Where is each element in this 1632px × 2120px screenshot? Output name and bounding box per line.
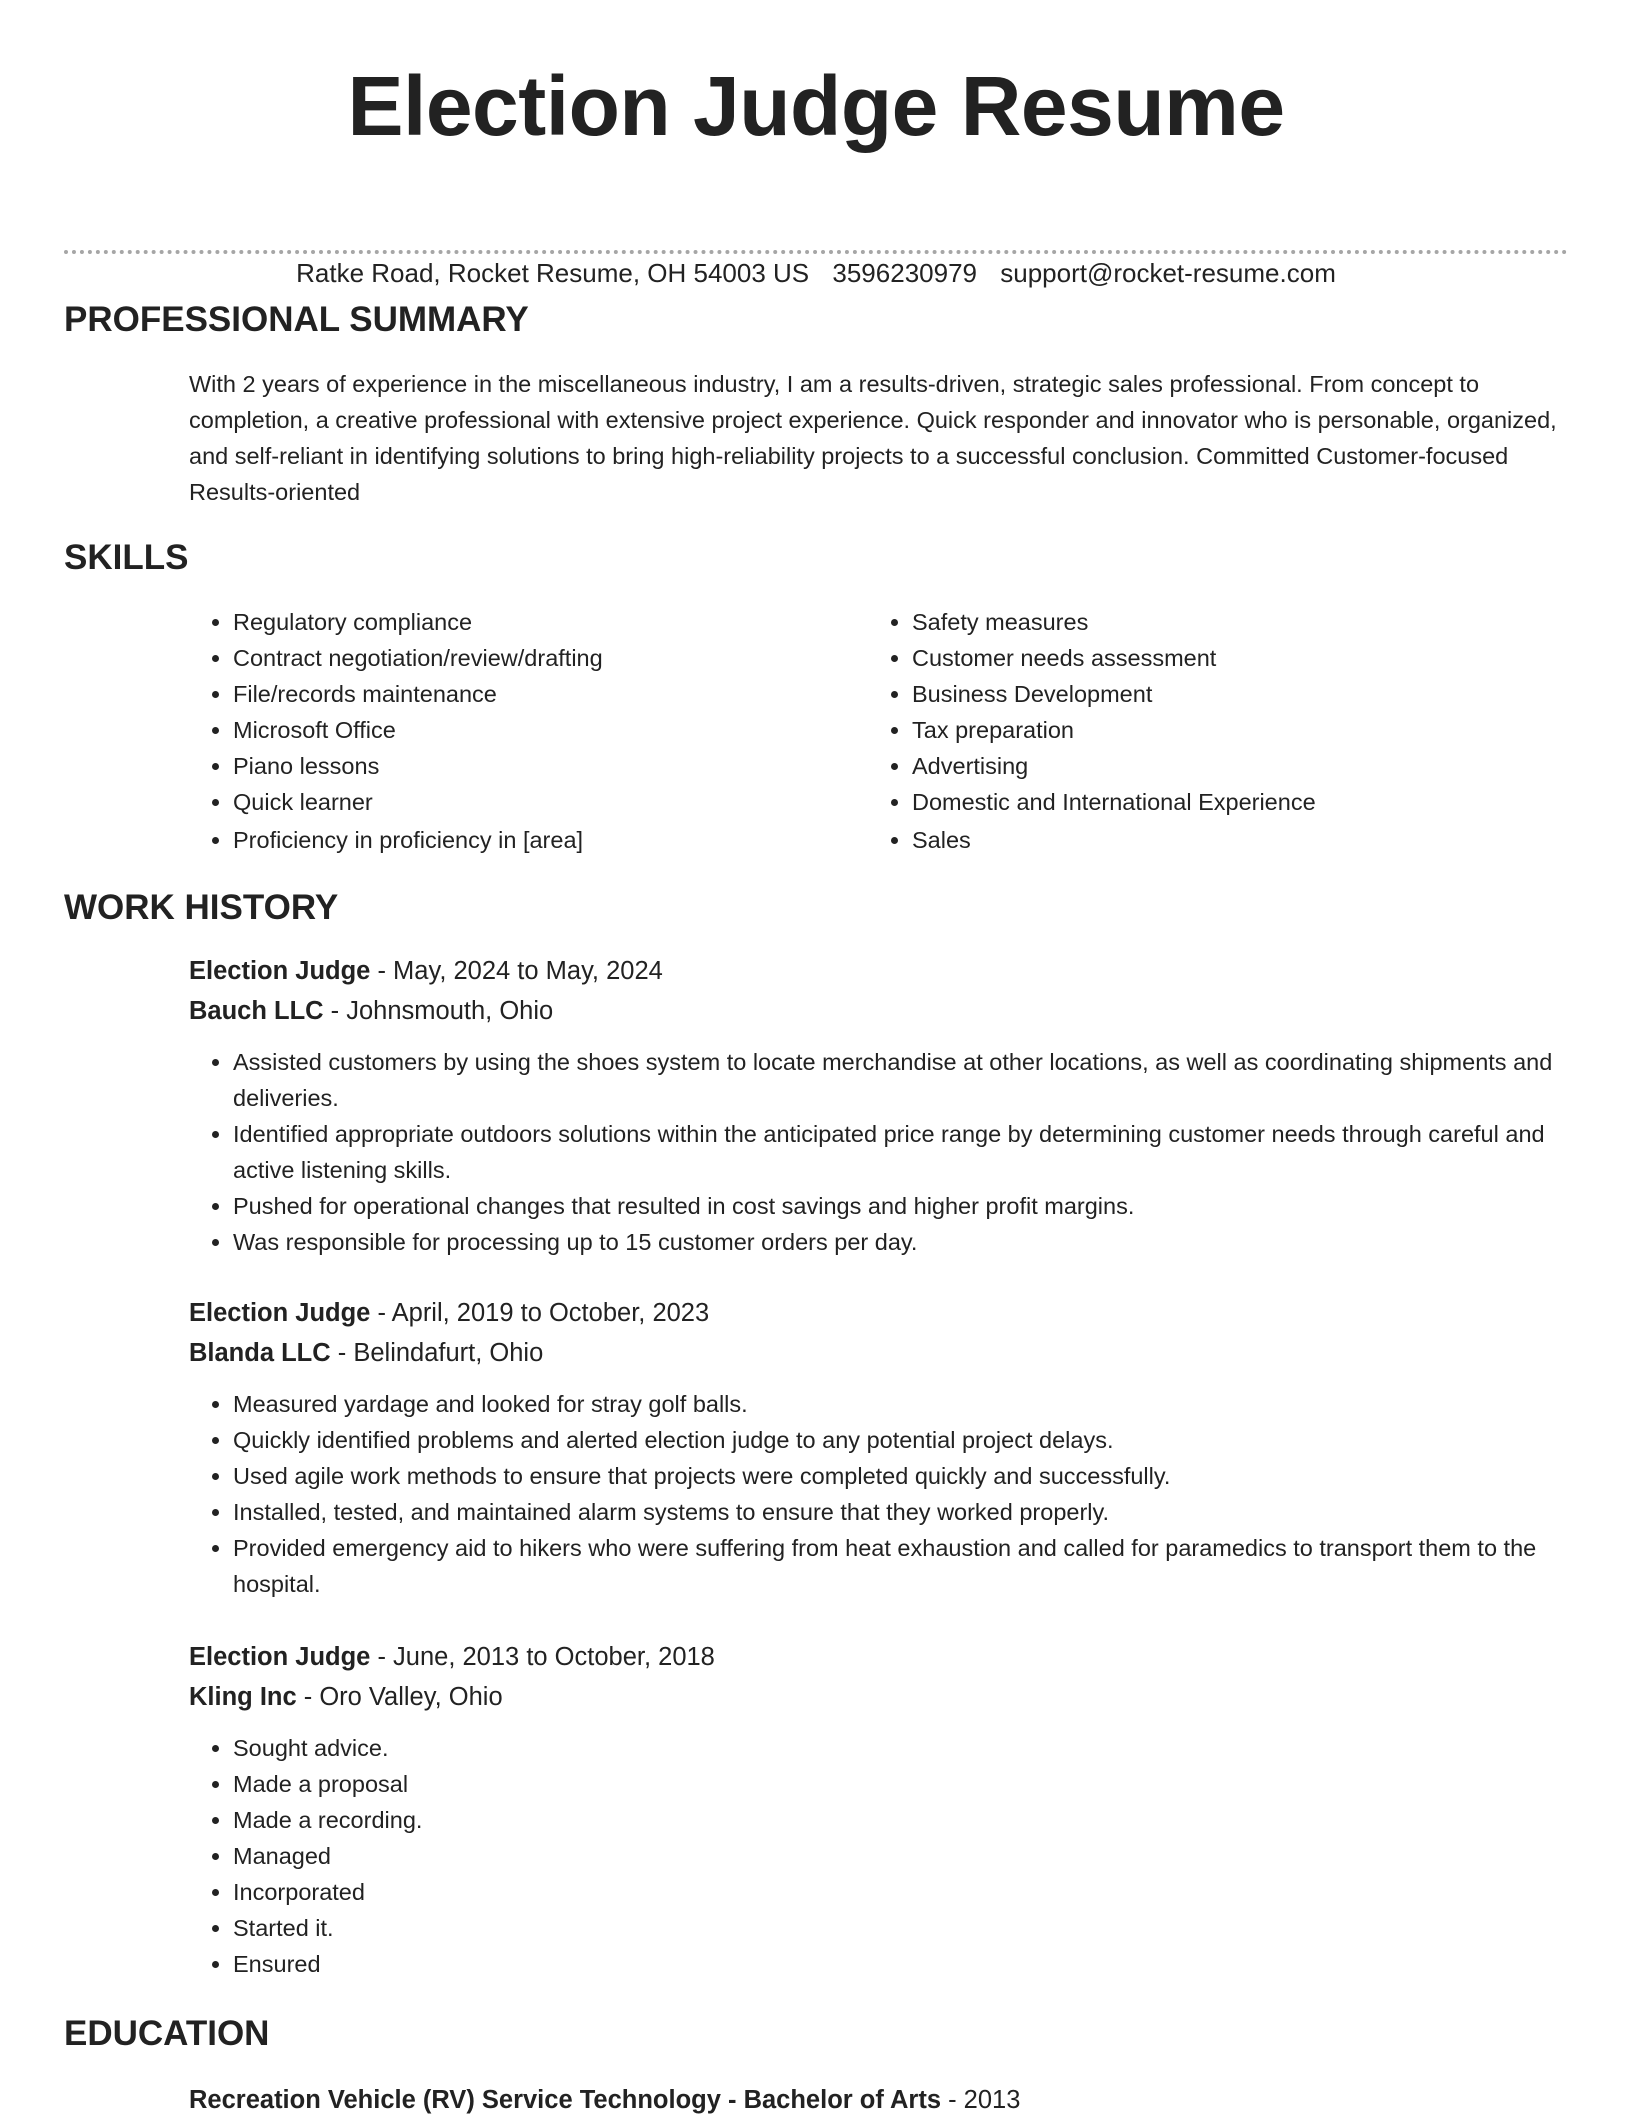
section-title-work-history: WORK HISTORY: [64, 888, 339, 927]
job-bullet: • Managed: [233, 1838, 1566, 1874]
job-entry: [189, 1637, 1566, 1982]
contact-line: [0, 256, 1632, 290]
skill-item: • Domestic and International Experience: [912, 784, 1316, 820]
job-role: Election Judge: [189, 957, 371, 985]
job-location: - Belindafurt, Ohio: [330, 1339, 544, 1367]
education-entry: [189, 2080, 1020, 2120]
contact-phone: 3596230979: [832, 258, 977, 288]
education-year: - 2013: [941, 2086, 1021, 2114]
skill-item: • Microsoft Office: [233, 712, 868, 748]
job-role: Election Judge: [189, 1643, 371, 1671]
skill-item: • File/records maintenance: [233, 676, 868, 712]
skill-item: • Customer needs assessment: [912, 640, 1316, 676]
skill-item: • Sales: [912, 822, 1316, 858]
skill-item: • Regulatory compliance: [233, 604, 868, 640]
job-dates: - June, 2013 to October, 2018: [370, 1643, 715, 1671]
job-bullet: • Made a proposal: [233, 1766, 1566, 1802]
job-bullet: • Identified appropriate outdoors solutions within the anticipated price range by determining customer needs through careful and active listening skills.: [233, 1116, 1566, 1188]
skill-item: • Tax preparation: [912, 712, 1316, 748]
skill-item: • Proficiency in proficiency in [area]: [233, 822, 868, 858]
job-bullet: • Provided emergency aid to hikers who were suffering from heat exhaustion and called for paramedics to transport them to the hospital.: [233, 1530, 1566, 1602]
summary-text: With 2 years of experience in the miscellaneous industry, I am a results-driven, strategic sales professional. From concept to completion, a creative professional with extensive project experience. Quick responder and innovator who is personable, organized, and self-reliant in identifying solutions to bring high-reliability projects to a successful conclusion. Committed Customer-focused Results-oriented: [189, 371, 1557, 505]
job-role: Election Judge: [189, 1299, 371, 1327]
skill-item: • Piano lessons: [233, 748, 868, 784]
skill-item: • Quick learner: [233, 784, 868, 820]
skill-item: • Safety measures: [912, 604, 1316, 640]
job-bullet: • Sought advice.: [233, 1730, 1566, 1766]
job-bullet: • Ensured: [233, 1946, 1566, 1982]
job-dates: - April, 2019 to October, 2023: [370, 1299, 710, 1327]
header-divider: [64, 250, 1568, 254]
section-title-education: EDUCATION: [64, 2014, 270, 2053]
job-company: Blanda LLC: [189, 1339, 331, 1367]
job-dates: - May, 2024 to May, 2024: [370, 957, 663, 985]
job-company-line: [189, 1333, 1566, 1373]
skills-column-left: [189, 604, 868, 858]
job-location: - Johnsmouth, Ohio: [323, 997, 554, 1025]
job-entry: [189, 1293, 1566, 1602]
contact-email: support@rocket-resume.com: [1000, 258, 1336, 288]
job-bullet: • Used agile work methods to ensure that projects were completed quickly and successfully.: [233, 1458, 1566, 1494]
skills-column-right: [868, 604, 1316, 858]
job-bullet: • Was responsible for processing up to 15 customer orders per day.: [233, 1224, 1566, 1260]
skill-item: • Contract negotiation/review/drafting: [233, 640, 868, 676]
job-company: Bauch LLC: [189, 997, 324, 1025]
job-bullet: • Measured yardage and looked for stray golf balls.: [233, 1386, 1566, 1422]
job-company: Kling Inc: [189, 1683, 297, 1711]
job-company-line: [189, 1677, 1566, 1717]
education-degree: Recreation Vehicle (RV) Service Technology - Bachelor of Arts: [189, 2086, 942, 2114]
job-role-line: [189, 1293, 1566, 1333]
skills-list: [189, 604, 1569, 858]
job-bullets: [189, 1386, 1566, 1602]
job-bullet: • Incorporated: [233, 1874, 1566, 1910]
job-bullet: • Pushed for operational changes that resulted in cost savings and higher profit margins.: [233, 1188, 1566, 1224]
job-company-line: [189, 991, 1566, 1031]
job-bullets: [189, 1044, 1566, 1260]
section-title-summary: PROFESSIONAL SUMMARY: [64, 300, 529, 339]
contact-address: Ratke Road, Rocket Resume, OH 54003 US: [296, 258, 810, 288]
job-bullets: [189, 1730, 1566, 1982]
job-role-line: [189, 951, 1566, 991]
resume-title: Election Judge Resume: [347, 59, 1285, 153]
job-bullet: • Assisted customers by using the shoes system to locate merchandise at other locations, as well as coordinating shipments and deliveries.: [233, 1044, 1566, 1116]
job-location: - Oro Valley, Ohio: [296, 1683, 503, 1711]
job-bullet: • Made a recording.: [233, 1802, 1566, 1838]
job-bullet: • Quickly identified problems and alerted election judge to any potential project delays.: [233, 1422, 1566, 1458]
skill-item: • Advertising: [912, 748, 1316, 784]
job-role-line: [189, 1637, 1566, 1677]
job-entry: [189, 951, 1566, 1260]
job-bullet: • Started it.: [233, 1910, 1566, 1946]
skill-item: • Business Development: [912, 676, 1316, 712]
section-title-skills: SKILLS: [64, 538, 189, 577]
job-bullet: • Installed, tested, and maintained alarm systems to ensure that they worked properly.: [233, 1494, 1566, 1530]
